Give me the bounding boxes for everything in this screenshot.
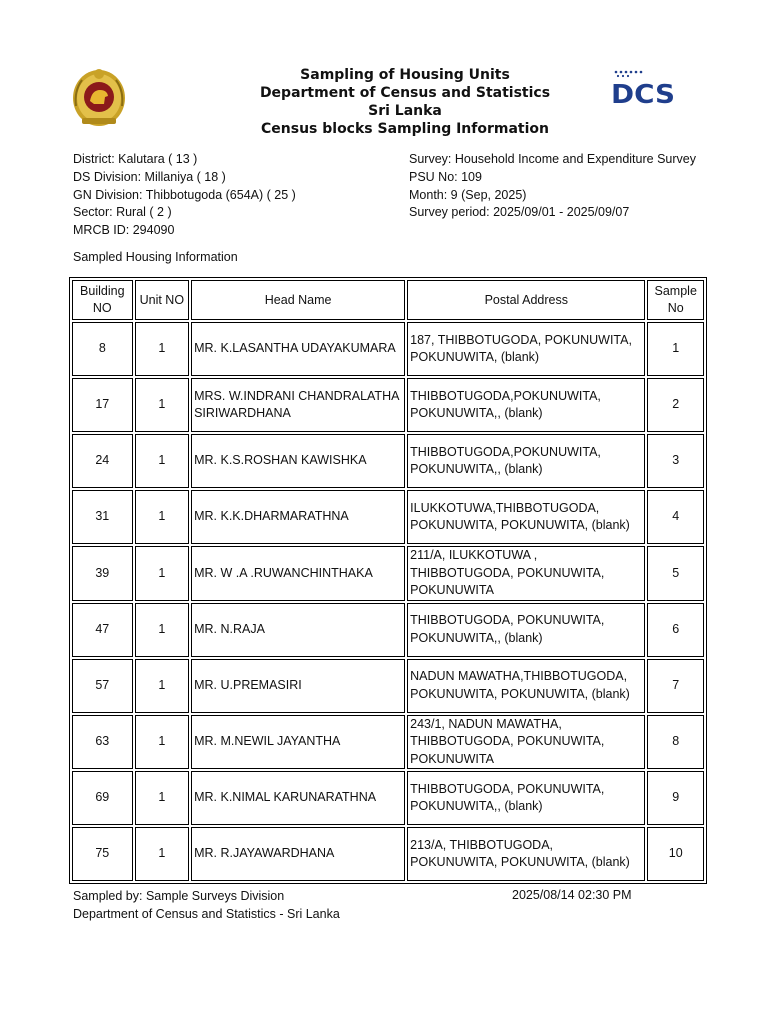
- cell-postal-address: 187, THIBBOTUGODA, POKUNUWITA, POKUNUWITA, (blank): [407, 322, 645, 376]
- survey-month: Month: 9 (Sep, 2025): [409, 187, 527, 202]
- cell-head-name: MR. U.PREMASIRI: [191, 659, 405, 713]
- cell-head-name: MR. R.JAYAWARDHANA: [191, 827, 405, 881]
- cell-head-name: MR. M.NEWIL JAYANTHA: [191, 715, 405, 770]
- dcs-logo-text: DCS: [611, 80, 675, 106]
- header-head-name: Head Name: [191, 280, 405, 320]
- cell-sample-no: 5: [647, 546, 704, 601]
- cell-sample-no: 4: [647, 490, 704, 544]
- gn-division: GN Division: Thibbotugoda (654A) ( 25 ): [73, 187, 296, 202]
- cell-unit-no: 1: [135, 827, 190, 881]
- cell-building-no: 8: [72, 322, 133, 376]
- cell-head-name: MR. K.LASANTHA UDAYAKUMARA: [191, 322, 405, 376]
- cell-building-no: 31: [72, 490, 133, 544]
- cell-unit-no: 1: [135, 715, 190, 770]
- cell-building-no: 39: [72, 546, 133, 601]
- report-timestamp: 2025/08/14 02:30 PM: [512, 888, 632, 902]
- header-unit-no: Unit NO: [135, 280, 190, 320]
- dcs-logo: [610, 68, 680, 106]
- document-header: [200, 66, 610, 138]
- cell-postal-address: THIBBOTUGODA,POKUNUWITA, POKUNUWITA,, (blank): [407, 434, 645, 488]
- table-row: [72, 771, 704, 825]
- table-row: [72, 378, 704, 432]
- cell-unit-no: 1: [135, 434, 190, 488]
- cell-sample-no: 9: [647, 771, 704, 825]
- table-row: [72, 322, 704, 376]
- cell-postal-address: NADUN MAWATHA,THIBBOTUGODA, POKUNUWITA, POKUNUWITA, (blank): [407, 659, 645, 713]
- cell-building-no: 75: [72, 827, 133, 881]
- ds-division: DS Division: Millaniya ( 18 ): [73, 169, 226, 184]
- department-footer: Department of Census and Statistics - Sri Lanka: [73, 906, 340, 921]
- table-header-row: [72, 280, 704, 320]
- cell-building-no: 24: [72, 434, 133, 488]
- cell-postal-address: THIBBOTUGODA,POKUNUWITA, POKUNUWITA,, (blank): [407, 378, 645, 432]
- survey-name: Survey: Household Income and Expenditure Survey: [409, 152, 696, 166]
- table-row: [72, 827, 704, 881]
- cell-postal-address: THIBBOTUGODA, POKUNUWITA, POKUNUWITA,, (blank): [407, 771, 645, 825]
- cell-sample-no: 2: [647, 378, 704, 432]
- table-row: [72, 715, 704, 770]
- header-title: Sampling of Housing Units: [300, 67, 510, 83]
- header-country: Sri Lanka: [368, 103, 442, 119]
- cell-head-name: MR. W .A .RUWANCHINTHAKA: [191, 546, 405, 601]
- cell-building-no: 63: [72, 715, 133, 770]
- cell-postal-address: 213/A, THIBBOTUGODA, POKUNUWITA, POKUNUWITA, (blank): [407, 827, 645, 881]
- cell-postal-address: 243/1, NADUN MAWATHA, THIBBOTUGODA, POKUNUWITA, POKUNUWITA: [407, 715, 645, 770]
- cell-sample-no: 10: [647, 827, 704, 881]
- cell-building-no: 17: [72, 378, 133, 432]
- table-row: [72, 546, 704, 601]
- cell-unit-no: 1: [135, 771, 190, 825]
- header-sample-no: Sample No: [647, 280, 704, 320]
- section-label: Sampled Housing Information: [73, 250, 238, 264]
- cell-postal-address: ILUKKOTUWA,THIBBOTUGODA, POKUNUWITA, POKUNUWITA, (blank): [407, 490, 645, 544]
- table-row: [72, 603, 704, 657]
- cell-head-name: MR. N.RAJA: [191, 603, 405, 657]
- psu-no: PSU No: 109: [409, 169, 482, 184]
- cell-head-name: MR. K.K.DHARMARATHNA: [191, 490, 405, 544]
- header-subtitle: Census blocks Sampling Information: [261, 121, 549, 137]
- cell-unit-no: 1: [135, 378, 190, 432]
- cell-unit-no: 1: [135, 659, 190, 713]
- cell-head-name: MRS. W.INDRANI CHANDRALATHA SIRIWARDHANA: [191, 378, 405, 432]
- cell-postal-address: 211/A, ILUKKOTUWA , THIBBOTUGODA, POKUNUWITA, POKUNUWITA: [407, 546, 645, 601]
- cell-building-no: 57: [72, 659, 133, 713]
- cell-sample-no: 6: [647, 603, 704, 657]
- header-building-no: Building NO: [72, 280, 133, 320]
- cell-unit-no: 1: [135, 322, 190, 376]
- survey-period: Survey period: 2025/09/01 - 2025/09/07: [409, 205, 630, 220]
- header-postal-address: Postal Address: [407, 280, 645, 320]
- location-info: [73, 151, 296, 240]
- table-row: [72, 490, 704, 544]
- cell-postal-address: THIBBOTUGODA, POKUNUWITA, POKUNUWITA,, (blank): [407, 603, 645, 657]
- survey-info: [409, 151, 696, 222]
- mrcb-id: MRCB ID: 294090: [73, 223, 175, 238]
- cell-building-no: 47: [72, 603, 133, 657]
- header-department: Department of Census and Statistics: [259, 85, 551, 101]
- cell-sample-no: 7: [647, 659, 704, 713]
- cell-head-name: MR. K.S.ROSHAN KAWISHKA: [191, 434, 405, 488]
- sri-lanka-emblem-icon: [70, 66, 128, 128]
- district: District: Kalutara ( 13 ): [73, 152, 198, 166]
- cell-unit-no: 1: [135, 603, 190, 657]
- cell-building-no: 69: [72, 771, 133, 825]
- cell-sample-no: 8: [647, 715, 704, 770]
- cell-unit-no: 1: [135, 546, 190, 601]
- sector: Sector: Rural ( 2 ): [73, 205, 172, 220]
- table-row: [72, 659, 704, 713]
- sampled-housing-table: [69, 277, 707, 884]
- sampled-by: Sampled by: Sample Surveys Division: [73, 889, 285, 903]
- cell-unit-no: 1: [135, 490, 190, 544]
- table-row: [72, 434, 704, 488]
- cell-head-name: MR. K.NIMAL KARUNARATHNA: [191, 771, 405, 825]
- cell-sample-no: 1: [647, 322, 704, 376]
- cell-sample-no: 3: [647, 434, 704, 488]
- footer-source: [73, 888, 340, 924]
